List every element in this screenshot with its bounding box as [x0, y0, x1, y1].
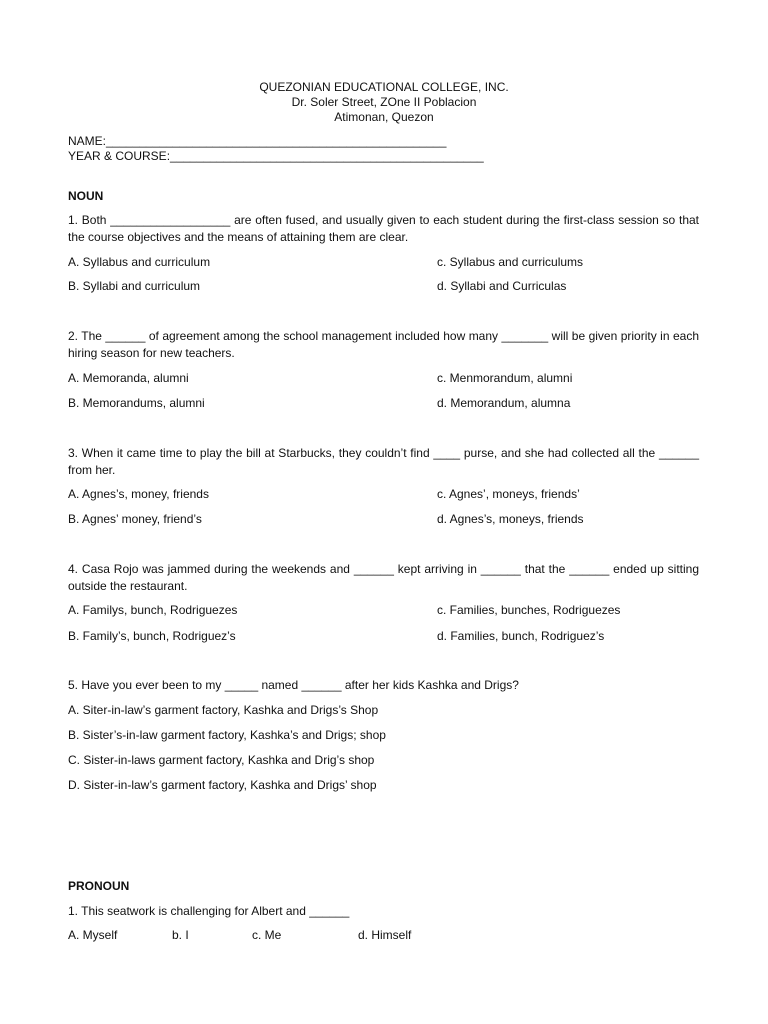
- school-street: Dr. Soler Street, ZOne II Poblacion: [291, 95, 477, 109]
- option-d: D. Sister-in-law’s garment factory, Kashka and Drigs’ shop: [68, 778, 377, 792]
- question-text: 2. The ______ of agreement among the school management included how many _______ will be given priority in each hiring season for new teachers.: [68, 329, 699, 360]
- option-d: d. Agnes’s, moneys, friends: [437, 512, 584, 526]
- option-c: c. Syllabus and curriculums: [437, 255, 584, 269]
- option-a: A. Familys, bunch, Rodriguezes: [68, 603, 238, 617]
- option-a: A. Siter-in-law’s garment factory, Kashka and Drigs’s Shop: [68, 703, 379, 717]
- question-text: 5. Have you ever been to my _____ named ______ after her kids Kashka and Drigs?: [68, 678, 519, 692]
- option-c: C. Sister-in-laws garment factory, Kashka and Drig’s shop: [68, 753, 375, 767]
- question-text: 3. When it came time to play the bill at Starbucks, they couldn’t find ____ purse, and she had collected all the ______ from her.: [68, 446, 699, 477]
- option-a: A. Syllabus and curriculum: [68, 255, 211, 269]
- section-heading-pronoun: PRONOUN: [68, 879, 130, 893]
- name-field: NAME:___________________________________________________: [68, 134, 447, 148]
- option-a: A. Myself: [68, 928, 118, 942]
- option-b: B. Memorandums, alumni: [68, 396, 205, 410]
- option-c: c. Agnes’, moneys, friends’: [437, 487, 580, 501]
- option-d: d. Himself: [358, 928, 412, 942]
- option-b: B. Sister’s-in-law garment factory, Kashka’s and Drigs; shop: [68, 728, 386, 742]
- option-d: d. Memorandum, alumna: [437, 396, 571, 410]
- option-c: c. Me: [252, 928, 282, 942]
- year-course-field: YEAR & COURSE:_______________________________________________: [68, 149, 484, 163]
- question-text: 1. This seatwork is challenging for Albert and ______: [68, 904, 350, 918]
- school-town: Atimonan, Quezon: [334, 110, 434, 124]
- option-c: c. Menmorandum, alumni: [437, 371, 573, 385]
- school-name: QUEZONIAN EDUCATIONAL COLLEGE, INC.: [259, 80, 509, 94]
- option-a: A. Memoranda, alumni: [68, 371, 189, 385]
- option-b: B. Syllabi and curriculum: [68, 279, 201, 293]
- option-b: B. Family’s, bunch, Rodriguez’s: [68, 629, 236, 643]
- section-heading-noun: NOUN: [68, 189, 104, 203]
- option-c: c. Families, bunches, Rodriguezes: [437, 603, 621, 617]
- option-b: b. I: [172, 928, 189, 942]
- option-b: B. Agnes’ money, friend’s: [68, 512, 202, 526]
- option-a: A. Agnes’s, money, friends: [68, 487, 209, 501]
- option-d: d. Families, bunch, Rodriguez’s: [437, 629, 605, 643]
- option-d: d. Syllabi and Curriculas: [437, 279, 567, 293]
- question-text: 4. Casa Rojo was jammed during the weekends and ______ kept arriving in ______ that the ______ ended up sitting outside the restaurant.: [68, 562, 699, 593]
- question-text: 1. Both __________________ are often fused, and usually given to each student during the first-class session so that the course objectives and the means of attaining them are clear.: [68, 213, 699, 244]
